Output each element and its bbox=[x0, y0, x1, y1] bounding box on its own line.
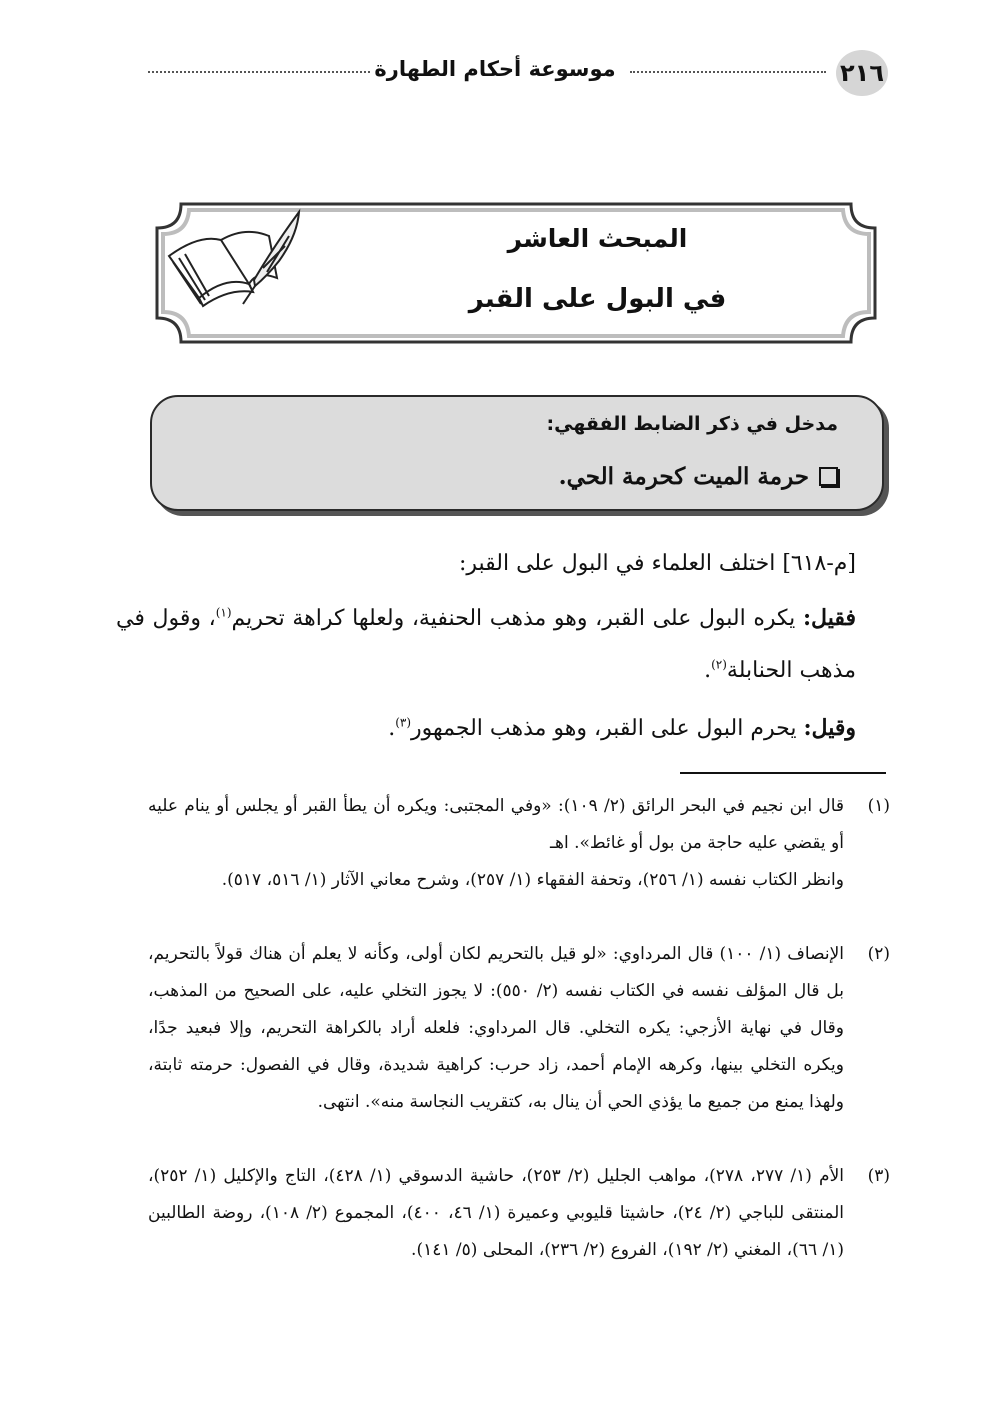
paragraph-text: . bbox=[388, 716, 396, 741]
footnote-line: الأم (١/ ٢٧٧، ٢٧٨)، مواهب الجليل (٢/ ٢٥٣)، حاشية الدسوقي (١/ ٤٢٨)، التاج والإكليل (١/ ٢٥٢)، المنتقى للباجي (٢/ ٢٤)، حاشيتا قليوبي وعميرة (١/ ٤٦، ٤٠٠)، المجموع (٢/ ١٠٨)، روضة الطالبين (١/ ٦٦)، المغني (٢/ ١٩٢)، الفروع (٢/ ٢٣٦)، المحلى (٥/ ١٤١). bbox=[148, 1166, 844, 1260]
body-paragraph-3 bbox=[116, 702, 856, 755]
paragraph-text: ، وقول في مذهب الحنابلة bbox=[116, 606, 856, 683]
footnote-2 bbox=[148, 936, 890, 1121]
running-header bbox=[148, 50, 888, 96]
intro-heading: مدخل في ذكر الضابط الفقهي: bbox=[546, 413, 838, 435]
footnote-separator bbox=[680, 772, 886, 774]
header-dotted-leader-right bbox=[630, 71, 826, 73]
header-dotted-leader-left bbox=[148, 71, 370, 73]
paragraph-label: فقيل: bbox=[802, 605, 857, 631]
checkbox-icon bbox=[819, 467, 838, 486]
page-number: ٢١٦ bbox=[836, 50, 888, 96]
footnote-1 bbox=[148, 788, 890, 899]
footnote-ref[interactable]: (٢) bbox=[711, 657, 727, 672]
footnote-line: الإنصاف (١/ ١٠٠) قال المرداوي: «لو قيل بالتحريم لكان أولى، وكأنه لا يعلم أن هناك قولاً بالتحريم، بل قال المؤلف نفسه في الكتاب نفسه (٢/ ٥٥٠): لا يجوز التخلي عليه، على الصحيح من المذهب، وقال في نهاية الأزجي: يكره التخلي. قال المرداوي: فلعله أراد بالكراهة التحريم، وإلا فبعيد جدًا، ويكره التخلي بينها، وكرهه الإمام أحمد، زاد حرب: كراهية شديدة، وقال في الفصول: حرمته ثابتة، ولهذا يمنع من جميع ما يؤذي الحي أن ينال به، كتقريب النجاسة منه». انتهى. bbox=[148, 944, 844, 1112]
footnote-number: (٣) bbox=[867, 1166, 890, 1186]
footnote-body bbox=[148, 936, 844, 1121]
paragraph-text: يكره البول على القبر، وهو مذهب الحنفية، ولعلها كراهة تحريم bbox=[231, 606, 803, 631]
footnote-ref[interactable]: (١) bbox=[215, 605, 232, 620]
body-paragraph-1 bbox=[116, 538, 856, 590]
paragraph-text: . bbox=[704, 658, 712, 683]
footnote-ref[interactable]: (٣) bbox=[395, 715, 412, 730]
footnote-line: قال ابن نجيم في البحر الرائق (٢/ ١٠٩): «وفي المجتبى: ويكره أن يطأ القبر أو يجلس أو ينام عليه أو يقضي عليه حاجة من بول أو غائط». اهـ bbox=[148, 796, 845, 853]
footnote-body bbox=[148, 1158, 844, 1269]
book-title: موسوعة أحكام الطهارة bbox=[374, 57, 616, 81]
chapter-subtitle: في البول على القبر bbox=[468, 284, 727, 314]
book-and-quill-icon bbox=[159, 206, 309, 311]
footnote-line: وانظر الكتاب نفسه (١/ ٢٥٦)، وتحفة الفقهاء (١/ ٢٥٧)، وشرح معاني الآثار (١/ ٥١٦، ٥١٧). bbox=[221, 870, 844, 890]
chapter-title-frame bbox=[145, 198, 887, 348]
intro-box bbox=[150, 395, 884, 511]
footnote-body bbox=[148, 788, 844, 899]
intro-rule bbox=[559, 463, 838, 490]
chapter-title: المبحث العاشر bbox=[507, 224, 688, 253]
footnote-3 bbox=[148, 1158, 890, 1269]
body-paragraph-2 bbox=[116, 592, 856, 697]
paragraph-text: [م-٦١٨] اختلف العلماء في البول على القبر: bbox=[458, 551, 856, 576]
paragraph-label: وقيل: bbox=[803, 715, 856, 741]
paragraph-text: يحرم البول على القبر، وهو مذهب الجمهور bbox=[411, 716, 804, 741]
footnote-number: (٢) bbox=[867, 944, 890, 964]
footnote-number: (١) bbox=[867, 796, 890, 816]
intro-rule-text: حرمة الميت كحرمة الحي. bbox=[558, 463, 809, 490]
